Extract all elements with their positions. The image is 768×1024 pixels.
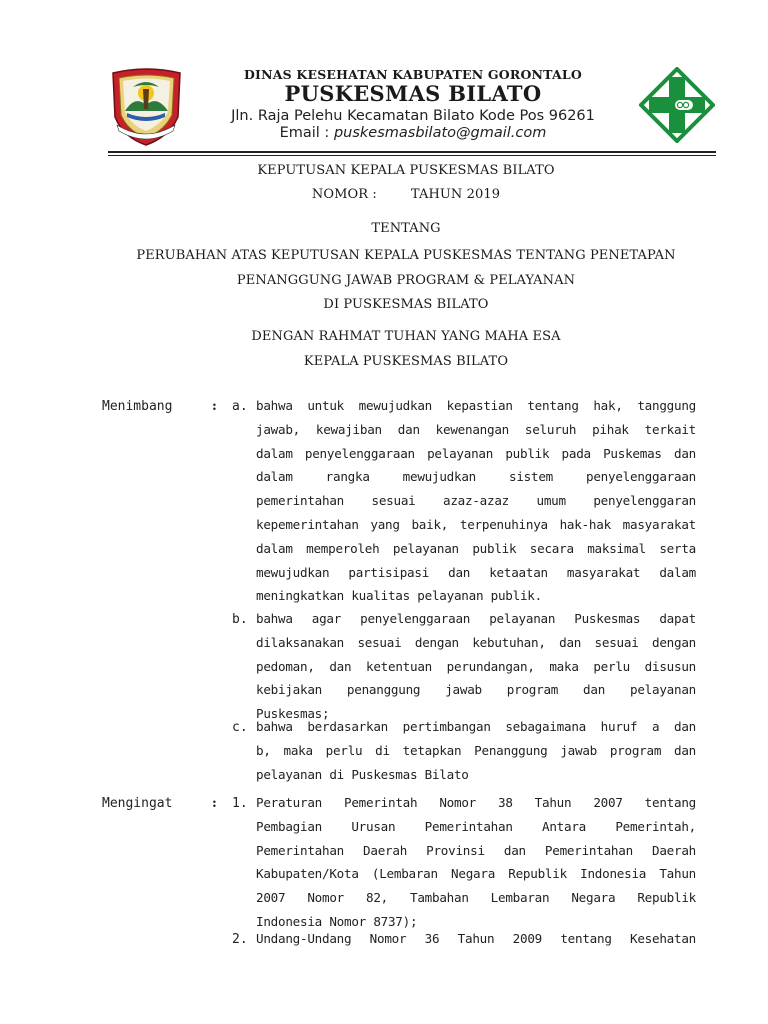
item-mark-a: a. [232,399,248,414]
text-line: Pembagian Urusan Pemerintahan Antara Pemerintah, [256,818,696,834]
text-line: bahwa berdasarkan pertimbangan sebagaimana huruf a dan [256,719,696,734]
subject-line-2: PENANGGUNG JAWAB PROGRAM & PELAYANAN [236,273,576,288]
text-line: 2007 Nomor 82, Tambahan Lembaran Negara Republik [256,890,696,906]
menimbang-label: Menimbang [102,399,173,414]
letterhead-agency: DINAS KESEHATAN KABUPATEN GORONTALO [244,67,582,82]
rahmat-heading: DENGAN RAHMAT TUHAN YANG MAHA ESA [251,329,561,344]
text-line: kebijakan penanggung jawab program dan pelayanan [256,682,696,698]
text-line: b, maka perlu di tetapkan Penanggung jawab program dan [256,742,696,758]
email-address: puskesmasbilato@gmail.com [333,125,547,141]
letterhead-rule-thick [108,151,716,153]
item-mark-c: c. [232,720,248,735]
text-line: dalam penyelenggaraan pelayanan publik pada Puskemas dan [256,445,696,461]
item-mark-2: 2. [232,932,248,947]
text-line: Pemerintahan Daerah Provinsi dan Pemerintahan Daerah [256,842,696,858]
text-line: bahwa agar penyelenggaraan pelayanan Puskesmas dapat [256,611,696,626]
tentang-heading: TENTANG [371,221,441,236]
tahun-label: TAHUN 2019 [410,187,501,202]
subject-line-3: DI PUSKESMAS BILATO [323,297,489,312]
text-line: dalam rangka mewujudkan sistem penyelenggaraan [256,469,696,485]
letterhead-name: PUSKESMAS BILATO [284,81,542,106]
menimbang-colon: : [212,399,217,414]
subject-line-1: PERUBAHAN ATAS KEPUTUSAN KEPALA PUSKESMAS TENTANG PENETAPAN [136,248,676,263]
text-line: bahwa untuk mewujudkan kepastian tentang hak, tanggung [256,398,696,413]
letterhead-address: Jln. Raja Pelehu Kecamatan Bilato Kode Pos 96261 [231,108,595,124]
text-line: dalam memperoleh pelayanan publik secara maksimal serta [256,540,696,556]
text-line: Indonesia Nomor 8737); [256,913,418,929]
nomor-label: NOMOR : [311,187,377,202]
text-line: mewujudkan partisipasi dan ketaatan masyarakat dalam [256,564,696,580]
menimbang-item-a [256,394,696,608]
text-line: Kabupaten/Kota (Lembaran Negara Republik Indonesia Tahun [256,866,696,882]
decree-title: KEPUTUSAN KEPALA PUSKESMAS BILATO [257,163,555,178]
kepala-heading: KEPALA PUSKESMAS BILATO [303,354,509,369]
puskesmas-logo-icon [639,67,715,143]
decree-number [0,187,768,202]
mengingat-label: Mengingat [102,796,173,811]
text-line: meningkatkan kualitas pelayanan publik. [256,588,542,604]
text-line: pedoman, dan ketentuan perundangan, maka perlu disusun [256,658,696,674]
menimbang-item-c [256,715,696,786]
text-line: Undang-Undang Nomor 36 Tahun 2009 tentang Kesehatan [256,931,696,946]
text-line: pelayanan di Puskesmas Bilato [256,766,469,782]
item-mark-1: 1. [232,796,248,811]
text-line: Peraturan Pemerintah Nomor 38 Tahun 2007 tentang [256,795,696,810]
mengingat-colon: : [212,796,217,811]
item-mark-b: b. [232,612,248,627]
menimbang-item-b [256,607,696,722]
text-line: dilaksanakan sesuai dengan kebutuhan, dan sesuai dengan [256,634,696,650]
mengingat-item-2 [256,927,696,951]
email-label: Email : [279,125,334,141]
text-line: pemerintahan sesuai azaz-azaz umum penyelenggaran [256,493,696,509]
letterhead-rule-thin [108,155,716,156]
mengingat-item-1 [256,791,696,934]
text-line: jawab, kewajiban dan kewenangan seluruh pihak terkait [256,421,696,437]
text-line: Puskesmas; [256,706,330,722]
text-line: kepemerintahan yang baik, terpenuhinya hak-hak masyarakat [256,516,696,532]
